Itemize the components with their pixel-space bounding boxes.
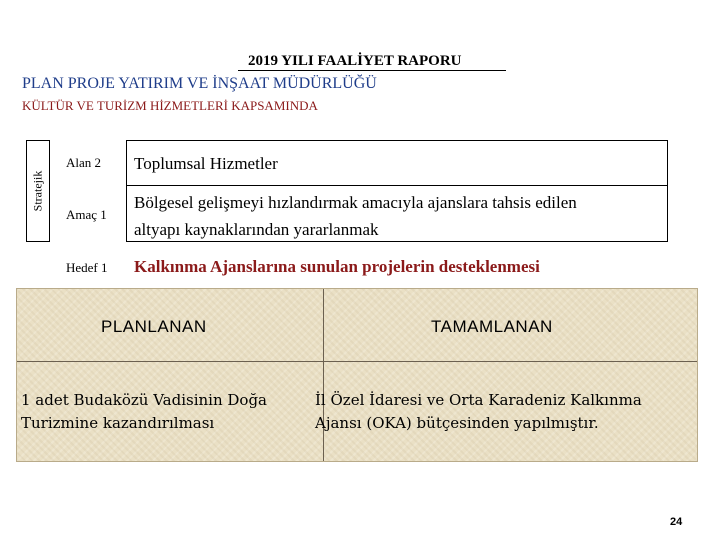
completed-text-2: Ajansı (OKA) bütçesinden yapılmıştır. <box>315 414 599 432</box>
row-value-amac-line1: Bölgesel gelişmeyi hızlandırmak amacıyla ajanslara tahsis edilen <box>134 193 577 212</box>
side-label-text: Stratejik <box>30 170 45 212</box>
plan-status-panel <box>16 288 698 462</box>
row-value-amac-line2: altyapı kaynaklarından yararlanmak <box>134 220 379 239</box>
planned-text-line1: 1 adet Budaközü Vadisinin Doğa <box>21 391 267 409</box>
title-underline <box>238 70 506 71</box>
row-label-hedef: Hedef 1 <box>66 260 108 275</box>
strategy-table <box>58 140 668 284</box>
row-value-hedef: Kalkınma Ajanslarına sunulan projelerin desteklenmesi <box>134 257 540 276</box>
department-title: PLAN PROJE YATIRIM VE İNŞAAT MÜDÜRLÜĞÜ <box>22 75 377 92</box>
strategic-side-label <box>26 140 50 242</box>
scope-title: KÜLTÜR VE TURİZM HİZMETLERİ KAPSAMINDA <box>22 98 318 113</box>
completed-text-1: İl Özel İdaresi ve Orta Karadeniz Kalkınma <box>315 391 642 409</box>
panel-horizontal-divider <box>17 361 697 362</box>
page-number: 24 <box>670 516 683 528</box>
row-label-alan: Alan 2 <box>66 155 102 170</box>
report-title: 2019 YILI FAALİYET RAPORU <box>248 53 462 69</box>
panel-vertical-divider <box>323 289 324 461</box>
planned-text-line2: Turizmine kazandırılması <box>21 414 215 432</box>
row-value-alan: Toplumsal Hizmetler <box>134 154 278 173</box>
completed-header: TAMAMLANAN <box>431 317 553 336</box>
planned-header: PLANLANAN <box>101 317 207 336</box>
row-label-amac: Amaç 1 <box>66 207 107 222</box>
